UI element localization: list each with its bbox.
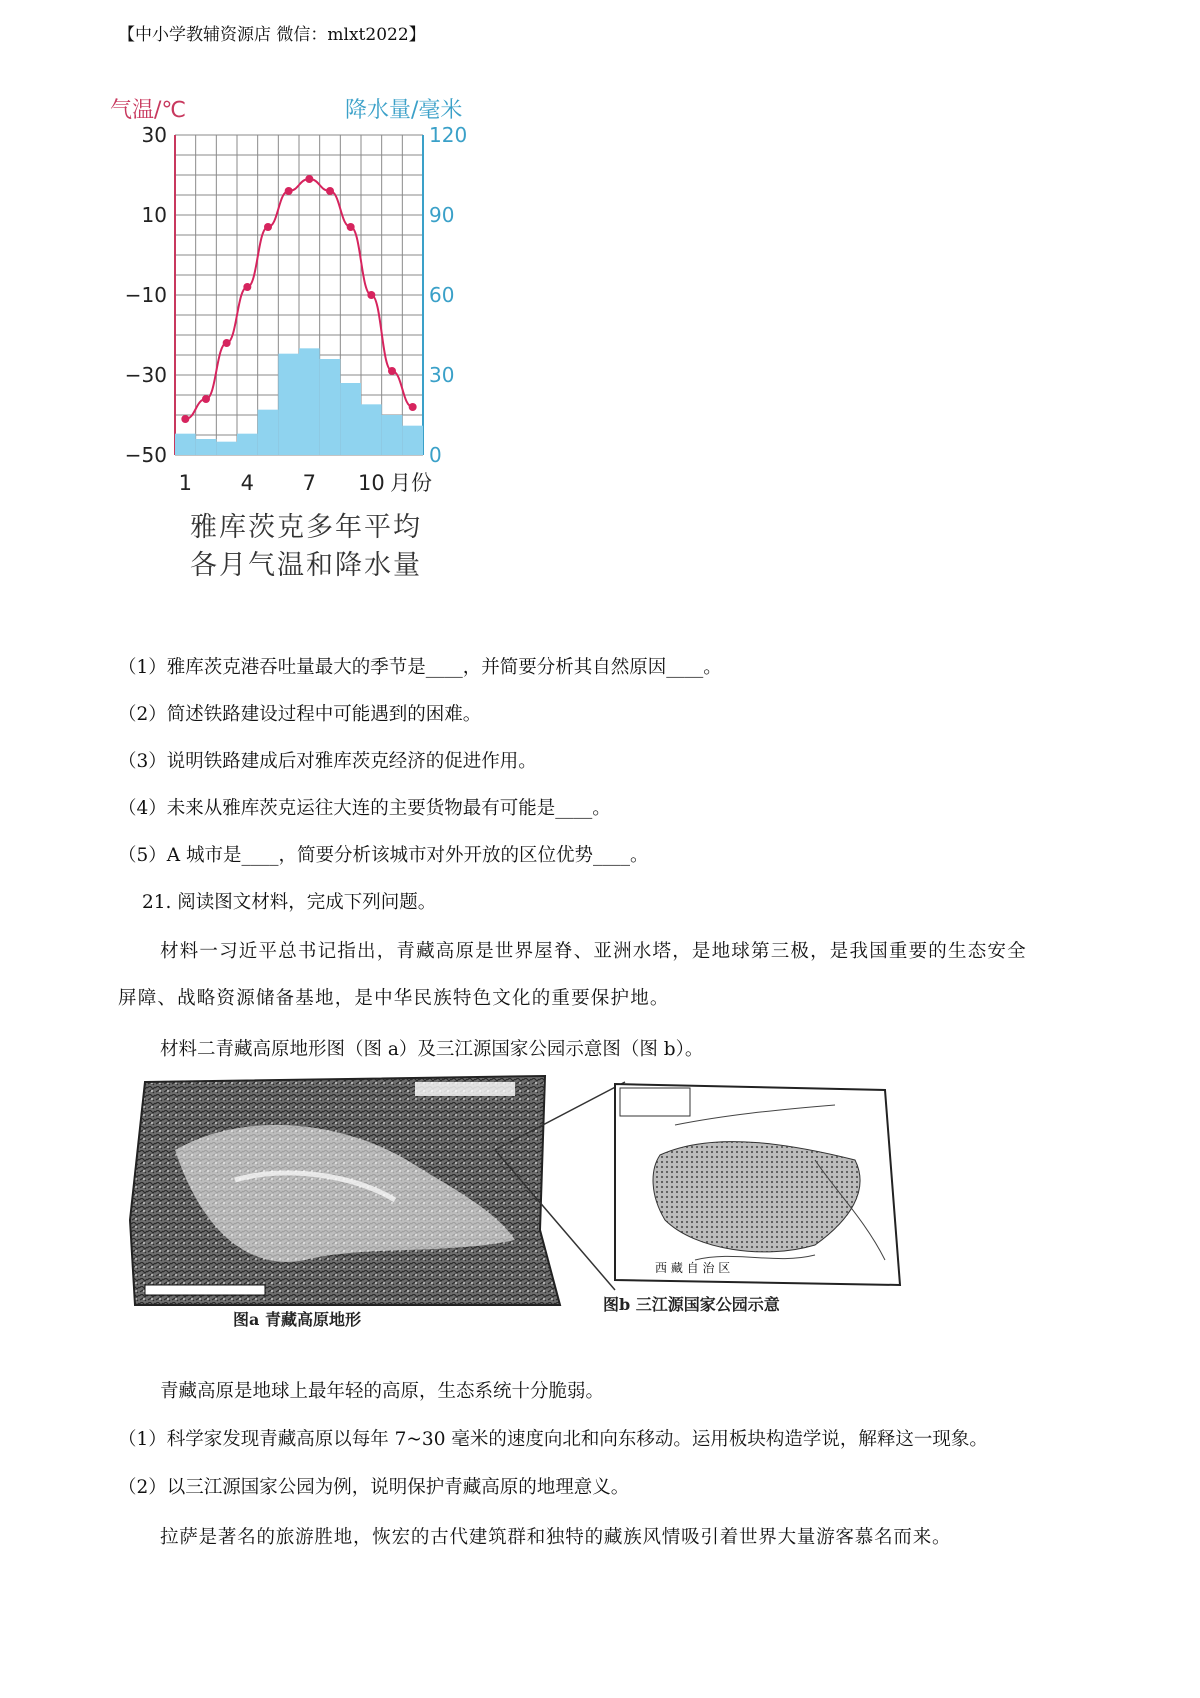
temp-point-11 <box>388 367 396 375</box>
material-1-line-2: 屏障、战略资源储备基地，是中华民族特色文化的重要保护地。 <box>118 988 670 1009</box>
x-tick-label: 1 <box>178 471 193 495</box>
temp-point-12 <box>409 403 417 411</box>
precip-bar-10 <box>361 404 382 455</box>
temp-point-6 <box>285 187 293 195</box>
q20-3: （3）说明铁路建成后对雅库茨克经济的促进作用。 <box>118 751 537 772</box>
temp-point-3 <box>223 339 231 347</box>
precip-bar-5 <box>258 410 279 455</box>
right-tick-label: 0 <box>429 443 442 467</box>
figure-b-region-label: 西 藏 自 治 区 <box>655 1261 731 1275</box>
temp-point-9 <box>347 223 355 231</box>
q20-2: （2）简述铁路建设过程中可能遇到的困难。 <box>118 704 482 725</box>
precip-bar-8 <box>320 359 341 455</box>
figure-b-caption: 图b 三江源国家公园示意 <box>603 1295 780 1314</box>
left-tick-label: 10 <box>141 203 167 227</box>
figure-a-caption: 图a 青藏高原地形 <box>233 1310 361 1329</box>
left-tick-label: 30 <box>141 123 167 147</box>
left-tick-label: −10 <box>124 283 167 307</box>
page-header: 【中小学教辅资源店 微信：mlxt2022】 <box>118 25 426 45</box>
precip-bar-11 <box>382 415 403 455</box>
precip-bar-2 <box>196 439 217 455</box>
temp-point-7 <box>305 175 313 183</box>
q21-1: （1）科学家发现青藏高原以每年 7~30 毫米的速度向北和向东移动。运用板块构造学说，解释这一现象。 <box>118 1429 988 1450</box>
temp-point-8 <box>326 187 334 195</box>
q20-1: （1）雅库茨克港吞吐量最大的季节是____，并简要分析其自然原因____。 <box>118 657 722 678</box>
q21-2: （2）以三江源国家公园为例，说明保护青藏高原的地理意义。 <box>118 1477 630 1498</box>
climate-chart <box>100 95 500 625</box>
right-axis-label: 降水量/毫米 <box>345 98 463 123</box>
material-2: 材料二青藏高原地形图（图 a）及三江源国家公园示意图（图 b）。 <box>160 1039 704 1060</box>
chart-caption-line1: 雅库茨克多年平均 <box>190 512 422 543</box>
statement-2: 拉萨是著名的旅游胜地，恢宏的古代建筑群和独特的藏族风情吸引着世界大量游客慕名而来。 <box>160 1527 952 1548</box>
climate-chart-svg <box>100 95 500 515</box>
right-tick-label: 90 <box>429 203 455 227</box>
x-tick-label: 7 <box>302 471 317 495</box>
x-tick-label: 10 <box>357 471 385 495</box>
chart-caption-line2: 各月气温和降水量 <box>190 550 422 581</box>
left-axis-label: 气温/℃ <box>110 98 187 123</box>
precipitation-bars <box>175 348 423 455</box>
left-tick-label: −50 <box>124 443 167 467</box>
precip-bar-12 <box>402 426 423 455</box>
left-tick-label: −30 <box>124 363 167 387</box>
plateau-maps <box>115 1070 905 1340</box>
precip-bar-3 <box>216 442 237 455</box>
figure-b-park-map <box>603 1084 900 1314</box>
temp-point-5 <box>264 223 272 231</box>
temp-point-4 <box>243 283 251 291</box>
q20-5: （5）A 城市是____，简要分析该城市对外开放的区位优势____。 <box>118 845 649 866</box>
precip-bar-1 <box>175 434 196 455</box>
precip-bar-6 <box>278 354 299 455</box>
q20-4: （4）未来从雅库茨克运往大连的主要货物最有可能是____。 <box>118 798 611 819</box>
statement-1: 青藏高原是地球上最年轻的高原，生态系统十分脆弱。 <box>160 1381 605 1402</box>
right-tick-label: 30 <box>429 363 455 387</box>
x-tick-label: 4 <box>240 471 255 495</box>
right-tick-label: 60 <box>429 283 455 307</box>
temp-point-2 <box>202 395 210 403</box>
precip-bar-4 <box>237 434 258 455</box>
x-axis-unit: 月份 <box>390 471 432 495</box>
figure-a-terrain-map <box>130 1076 625 1329</box>
material-1-line-1: 材料一习近平总书记指出，青藏高原是世界屋脊、亚洲水塔，是地球第三极，是我国重要的生态安全 <box>160 941 1027 962</box>
temp-point-1 <box>181 415 189 423</box>
temp-point-10 <box>367 291 375 299</box>
q21-intro: 21. 阅读图文材料，完成下列问题。 <box>142 892 437 913</box>
precip-bar-9 <box>340 383 361 455</box>
right-tick-label: 120 <box>429 123 468 147</box>
precip-bar-7 <box>299 348 320 455</box>
